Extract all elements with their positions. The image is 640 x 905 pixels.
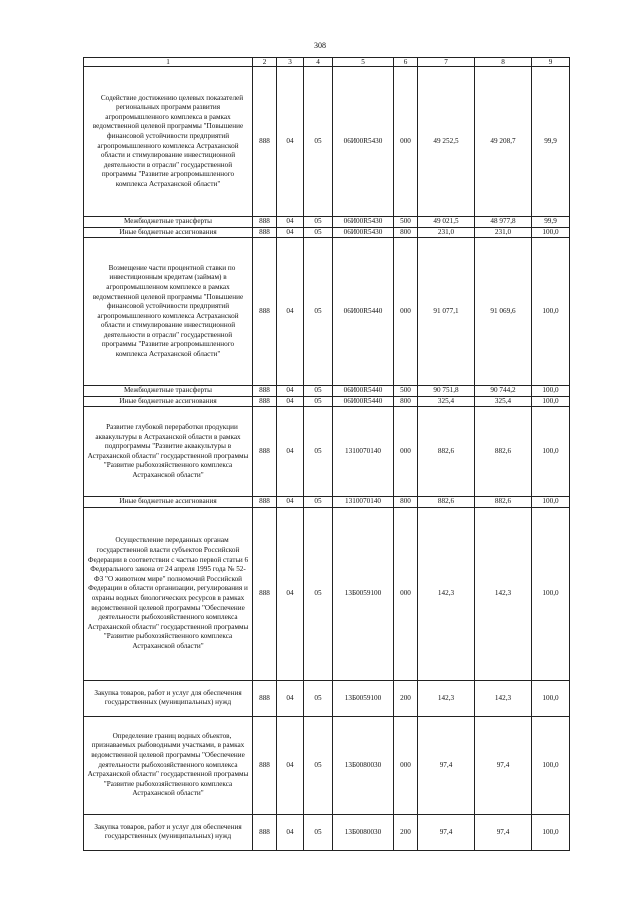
cell-c2: 888 [253,217,277,228]
cell-c3: 04 [277,680,304,716]
cell-c3: 04 [277,814,304,850]
cell-c7: 97,4 [418,716,475,814]
cell-c2: 888 [253,238,277,386]
cell-c8: 882,6 [475,407,532,497]
cell-c8: 90 744,2 [475,386,532,397]
cell-c3: 04 [277,386,304,397]
cell-c6: 200 [394,680,418,716]
row-description: Иные бюджетные ассигнования [84,497,253,508]
cell-c5: 1310070140 [333,407,394,497]
cell-c8: 142,3 [475,680,532,716]
cell-c9: 100,0 [532,238,570,386]
cell-c5: 13Б0059100 [333,507,394,680]
cell-c9: 100,0 [532,680,570,716]
cell-c4: 05 [304,227,333,238]
cell-c5: 13Б0080030 [333,716,394,814]
page-number: 308 [314,41,326,50]
cell-c4: 05 [304,386,333,397]
cell-c7: 90 751,8 [418,386,475,397]
table-row [84,217,570,228]
column-header: 5 [333,58,394,67]
table-row [84,407,570,497]
table-row [84,386,570,397]
column-header: 2 [253,58,277,67]
row-description: Определение границ водных объектов, признаваемых рыбоводными участками, в рамках ведомственной целевой программы "Обеспечение деятельности рыбохозяйственного комплекса Астраханской области" государственной программы "Развитие рыбохозяйственного комплекса Астраханской области" [84,716,253,814]
cell-c5: 06И00R5440 [333,386,394,397]
column-header: 6 [394,58,418,67]
cell-c5: 06И00R5430 [333,67,394,217]
cell-c5: 06И00R5440 [333,238,394,386]
cell-c2: 888 [253,386,277,397]
cell-c2: 888 [253,407,277,497]
cell-c7: 325,4 [418,396,475,407]
table-row [84,507,570,680]
cell-c2: 888 [253,716,277,814]
table-row [84,497,570,508]
cell-c8: 142,3 [475,507,532,680]
cell-c5: 1310070140 [333,497,394,508]
cell-c5: 13Б0080030 [333,814,394,850]
table-row [84,716,570,814]
row-description: Закупка товаров, работ и услуг для обеспечения государственных (муниципальных) нужд [84,680,253,716]
cell-c6: 000 [394,67,418,217]
cell-c6: 000 [394,407,418,497]
cell-c6: 500 [394,217,418,228]
cell-c8: 882,6 [475,497,532,508]
cell-c4: 05 [304,507,333,680]
cell-c7: 142,3 [418,507,475,680]
cell-c3: 04 [277,238,304,386]
cell-c9: 99,9 [532,67,570,217]
cell-c4: 05 [304,680,333,716]
cell-c7: 97,4 [418,814,475,850]
cell-c4: 05 [304,716,333,814]
cell-c6: 000 [394,507,418,680]
cell-c3: 04 [277,497,304,508]
cell-c5: 13Б0059100 [333,680,394,716]
cell-c2: 888 [253,396,277,407]
cell-c8: 97,4 [475,814,532,850]
column-header: 3 [277,58,304,67]
cell-c9: 99,9 [532,217,570,228]
cell-c7: 882,6 [418,407,475,497]
cell-c7: 49 021,5 [418,217,475,228]
cell-c4: 05 [304,67,333,217]
cell-c3: 04 [277,396,304,407]
row-description: Закупка товаров, работ и услуг для обеспечения государственных (муниципальных) нужд [84,814,253,850]
cell-c3: 04 [277,227,304,238]
cell-c8: 325,4 [475,396,532,407]
cell-c9: 100,0 [532,716,570,814]
cell-c9: 100,0 [532,407,570,497]
cell-c2: 888 [253,227,277,238]
cell-c6: 200 [394,814,418,850]
table-row [84,680,570,716]
row-description: Иные бюджетные ассигнования [84,227,253,238]
cell-c4: 05 [304,407,333,497]
cell-c5: 06И00R5440 [333,396,394,407]
cell-c2: 888 [253,680,277,716]
cell-c7: 91 077,1 [418,238,475,386]
row-description: Содействие достижению целевых показателей региональных программ развития агропромышленного комплекса в рамках ведомственной целевой программы "Повышение финансовой устойчивости предприятий агропромышленного комплекса Астраханской области и стимулирование инвестиционной деятельности в отрасли" государственной программы "Развитие агропромышленного комплекса Астраханской области" [84,67,253,217]
cell-c9: 100,0 [532,497,570,508]
cell-c6: 500 [394,386,418,397]
cell-c9: 100,0 [532,396,570,407]
table-row [84,396,570,407]
cell-c7: 49 252,5 [418,67,475,217]
cell-c4: 05 [304,497,333,508]
column-header: 9 [532,58,570,67]
row-description: Межбюджетные трансферты [84,386,253,397]
cell-c8: 231,0 [475,227,532,238]
table-row [84,227,570,238]
row-description: Межбюджетные трансферты [84,217,253,228]
cell-c4: 05 [304,238,333,386]
header-row [84,58,570,67]
row-description: Возмещение части процентной ставки по инвестиционным кредитам (займам) в агропромышленном комплексе в рамках ведомственной целевой программы "Повышение финансовой устойчивости предприятий агропромышленного комплекса Астраханской области и стимулирование инвестиционной деятельности в отрасли" государственной программы "Развитие агропромышленного комплекса Астраханской области" [84,238,253,386]
column-header: 7 [418,58,475,67]
cell-c5: 06И00R5430 [333,217,394,228]
cell-c8: 97,4 [475,716,532,814]
cell-c3: 04 [277,507,304,680]
table-row [84,67,570,217]
cell-c5: 06И00R5430 [333,227,394,238]
cell-c2: 888 [253,67,277,217]
cell-c7: 231,0 [418,227,475,238]
cell-c2: 888 [253,814,277,850]
row-description: Осуществление переданных органам государственной власти субъектов Российской Федерации в соответствии с частью первой статьи 6 Федерального закона от 24 апреля 1995 года № 52-ФЗ "О животном мире" полномочий Российской Федерации в области организации, регулирования и охраны водных биологических ресурсов в рамках ведомственной целевой программы "Обеспечение деятельности рыбохозяйственного комплекса Астраханской области" государственной программы "Развитие рыбохозяйственного комплекса Астраханской области" [84,507,253,680]
cell-c2: 888 [253,497,277,508]
cell-c6: 800 [394,497,418,508]
column-header: 1 [84,58,253,67]
cell-c6: 000 [394,238,418,386]
cell-c7: 882,6 [418,497,475,508]
column-header: 4 [304,58,333,67]
budget-table [83,57,570,851]
cell-c9: 100,0 [532,386,570,397]
cell-c4: 05 [304,396,333,407]
cell-c9: 100,0 [532,507,570,680]
cell-c2: 888 [253,507,277,680]
cell-c9: 100,0 [532,227,570,238]
cell-c8: 49 208,7 [475,67,532,217]
cell-c3: 04 [277,716,304,814]
cell-c6: 800 [394,227,418,238]
row-description: Иные бюджетные ассигнования [84,396,253,407]
table-row [84,238,570,386]
cell-c3: 04 [277,407,304,497]
row-description: Развитие глубокой переработки продукции аквакультуры в Астраханской области в рамках подпрограммы "Развитие аквакультуры в Астраханской области" государственной программы "Развитие рыбохозяйственного комплекса Астраханской области" [84,407,253,497]
cell-c4: 05 [304,217,333,228]
cell-c9: 100,0 [532,814,570,850]
cell-c3: 04 [277,67,304,217]
cell-c4: 05 [304,814,333,850]
cell-c8: 91 069,6 [475,238,532,386]
column-header: 8 [475,58,532,67]
cell-c6: 800 [394,396,418,407]
cell-c6: 000 [394,716,418,814]
cell-c3: 04 [277,217,304,228]
cell-c8: 48 977,8 [475,217,532,228]
table-row [84,814,570,850]
cell-c7: 142,3 [418,680,475,716]
